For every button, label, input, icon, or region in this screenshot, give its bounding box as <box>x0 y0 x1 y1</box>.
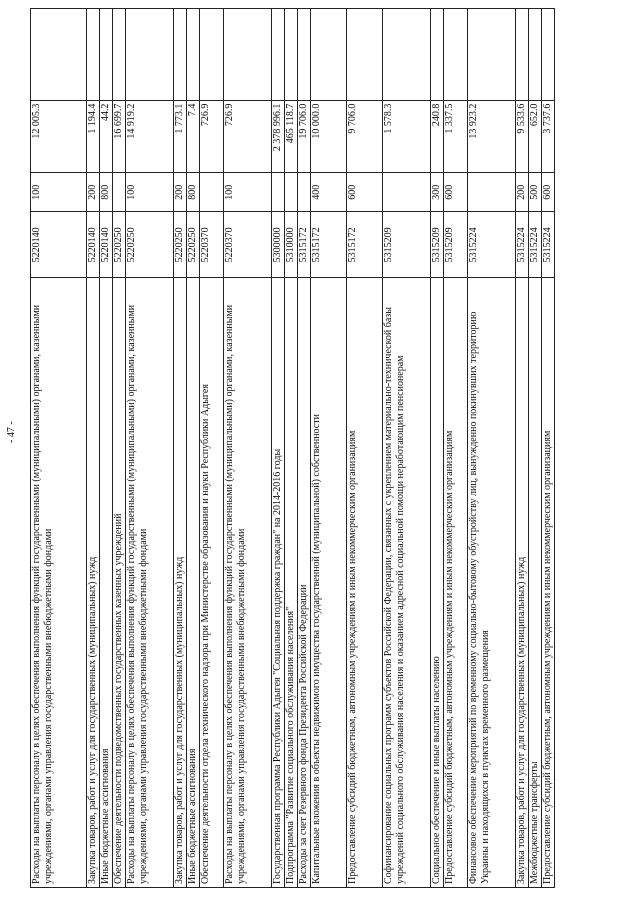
row-name-cell: Подпрограмма "Развитие социального обслуживания населения" <box>285 278 298 888</box>
table-row <box>516 9 529 888</box>
row-amount-cell: 12 005.3 <box>31 100 87 173</box>
row-name-cell: Капитальные вложения в объекты недвижимого имущества государственной (муниципальной) собственности <box>311 278 347 888</box>
row-name-cell: Предоставление субсидий бюджетным, автономным учреждениям и иным некоммерческим организациям <box>542 278 555 888</box>
row-amount-cell: 1 578.3 <box>383 100 431 173</box>
row-amount-cell: 7.4 <box>187 100 200 173</box>
table-row <box>431 9 444 888</box>
row-name-cell: Обеспечение деятельности подведомственных государственных казенных учреждений <box>113 278 126 888</box>
table-row <box>383 9 431 888</box>
row-amount-cell: 16 699.7 <box>113 100 126 173</box>
row-name-cell: Закупка товаров, работ и услуг для государственных (муниципальных) нужд <box>516 278 529 888</box>
table-row <box>542 9 555 888</box>
row-target-code-cell: 5220370 <box>224 212 272 278</box>
row-target-code-cell: 5220140 <box>31 212 87 278</box>
row-empty-cell <box>272 9 285 101</box>
row-expense-type-cell: 600 <box>542 173 555 212</box>
row-target-code-cell: 5220250 <box>113 212 126 278</box>
row-expense-type-cell: 800 <box>187 173 200 212</box>
row-name-cell: Социальное обеспечение и иные выплаты населению <box>431 278 444 888</box>
row-amount-cell: 13 923.2 <box>468 100 516 173</box>
table-row <box>311 9 347 888</box>
row-empty-cell <box>542 9 555 101</box>
table-row <box>113 9 126 888</box>
row-target-code-cell: 5315209 <box>383 212 431 278</box>
row-amount-cell: 44.2 <box>100 100 113 173</box>
table-row <box>468 9 516 888</box>
row-empty-cell <box>383 9 431 101</box>
row-target-code-cell: 5315224 <box>516 212 529 278</box>
row-amount-cell: 726.9 <box>200 100 224 173</box>
row-amount-cell: 240.8 <box>431 100 444 173</box>
row-expense-type-cell: 100 <box>126 173 174 212</box>
row-name-cell: Государственная программа Республики Адыгея "Социальная поддержка граждан" на 2014-2016 годы <box>272 278 285 888</box>
row-amount-cell: 1 194.4 <box>87 100 100 173</box>
table-row <box>272 9 285 888</box>
row-target-code-cell: 5220250 <box>187 212 200 278</box>
row-expense-type-cell <box>113 173 126 212</box>
row-expense-type-cell: 200 <box>87 173 100 212</box>
row-target-code-cell: 5315172 <box>311 212 347 278</box>
row-expense-type-cell <box>200 173 224 212</box>
row-empty-cell <box>224 9 272 101</box>
table-row <box>87 9 100 888</box>
budget-table-body <box>31 9 555 888</box>
row-expense-type-cell: 300 <box>431 173 444 212</box>
row-expense-type-cell <box>285 173 298 212</box>
row-expense-type-cell: 200 <box>174 173 187 212</box>
table-row <box>100 9 113 888</box>
row-amount-cell: 14 919.2 <box>126 100 174 173</box>
row-target-code-cell: 5315209 <box>431 212 444 278</box>
row-empty-cell <box>347 9 383 101</box>
table-row <box>444 9 468 888</box>
table-row <box>174 9 187 888</box>
row-amount-cell: 465 118.7 <box>285 100 298 173</box>
row-name-cell: Обеспечение деятельности отдела технического надзора при Министерстве образования и науки Республики Адыгея <box>200 278 224 888</box>
row-expense-type-cell: 800 <box>100 173 113 212</box>
row-name-cell: Расходы на выплаты персоналу в целях обеспечения выполнения функций государственными (муниципальными) органами, казенными учреждениями, органами управления государственными внебюджетными фондами <box>126 278 174 888</box>
row-expense-type-cell <box>272 173 285 212</box>
row-empty-cell <box>529 9 542 101</box>
row-amount-cell: 726.9 <box>224 100 272 173</box>
row-name-cell: Закупка товаров, работ и услуг для государственных (муниципальных) нужд <box>87 278 100 888</box>
row-target-code-cell: 5220140 <box>87 212 100 278</box>
row-expense-type-cell: 600 <box>444 173 468 212</box>
row-expense-type-cell: 100 <box>31 173 87 212</box>
page-number: - 47 - <box>6 421 17 443</box>
budget-table <box>30 8 555 888</box>
row-expense-type-cell: 600 <box>347 173 383 212</box>
row-name-cell: Финансовое обеспечение мероприятий по временному социально-бытовому обустройству лиц, вынужденно покинувших территорию Украины и находящихся в пунктах временного размещения <box>468 278 516 888</box>
row-name-cell: Софинансирование социальных программ субъектов Российской Федерации, связанных с укреплением материально-технической базы учреждений социального обслуживания населения и оказанием адресной социальной помощи неработающим пенсионерам <box>383 278 431 888</box>
row-expense-type-cell: 200 <box>516 173 529 212</box>
row-name-cell: Расходы за счет Резервного фонда Президента Российской Федерации <box>298 278 311 888</box>
row-name-cell: Предоставление субсидий бюджетным, автономным учреждениям и иным некоммерческим организациям <box>347 278 383 888</box>
row-target-code-cell: 5220250 <box>174 212 187 278</box>
row-name-cell: Иные бюджетные ассигнования <box>100 278 113 888</box>
row-amount-cell: 9 706.0 <box>347 100 383 173</box>
table-row <box>285 9 298 888</box>
row-expense-type-cell <box>383 173 431 212</box>
table-row <box>200 9 224 888</box>
row-empty-cell <box>113 9 126 101</box>
row-expense-type-cell: 100 <box>224 173 272 212</box>
table-row <box>187 9 200 888</box>
row-target-code-cell: 5220250 <box>126 212 174 278</box>
row-target-code-cell: 5310000 <box>285 212 298 278</box>
row-name-cell: Предоставление субсидий бюджетным, автономным учреждениям и иным некоммерческим организациям <box>444 278 468 888</box>
row-empty-cell <box>31 9 87 101</box>
row-target-code-cell: 5220140 <box>100 212 113 278</box>
table-row <box>298 9 311 888</box>
row-empty-cell <box>100 9 113 101</box>
row-empty-cell <box>187 9 200 101</box>
row-empty-cell <box>174 9 187 101</box>
row-name-cell: Межбюджетные трансферты <box>529 278 542 888</box>
row-empty-cell <box>468 9 516 101</box>
row-target-code-cell: 5315172 <box>298 212 311 278</box>
row-empty-cell <box>516 9 529 101</box>
row-empty-cell <box>444 9 468 101</box>
row-expense-type-cell: 500 <box>529 173 542 212</box>
row-expense-type-cell: 400 <box>311 173 347 212</box>
row-amount-cell: 10 000.0 <box>311 100 347 173</box>
row-empty-cell <box>431 9 444 101</box>
table-row <box>347 9 383 888</box>
table-row <box>126 9 174 888</box>
row-amount-cell: 652.0 <box>529 100 542 173</box>
row-amount-cell: 2 378 996.1 <box>272 100 285 173</box>
row-name-cell: Расходы на выплаты персоналу в целях обеспечения выполнения функций государственными (муниципальными) органами, казенными учреждениями, органами управления государственными внебюджетными фондами <box>31 278 87 888</box>
row-target-code-cell: 5315224 <box>529 212 542 278</box>
row-expense-type-cell <box>468 173 516 212</box>
row-amount-cell: 3 737.6 <box>542 100 555 173</box>
row-name-cell: Расходы на выплаты персоналу в целях обеспечения выполнения функций государственными (муниципальными) органами, казенными учреждениями, органами управления государственными внебюджетными фондами <box>224 278 272 888</box>
row-amount-cell: 1 337.5 <box>444 100 468 173</box>
row-target-code-cell: 5315209 <box>444 212 468 278</box>
rotated-table-container <box>30 8 600 888</box>
row-empty-cell <box>298 9 311 101</box>
row-empty-cell <box>311 9 347 101</box>
row-empty-cell <box>87 9 100 101</box>
row-name-cell: Закупка товаров, работ и услуг для государственных (муниципальных) нужд <box>174 278 187 888</box>
row-expense-type-cell <box>298 173 311 212</box>
row-target-code-cell: 5220370 <box>200 212 224 278</box>
row-name-cell: Иные бюджетные ассигнования <box>187 278 200 888</box>
table-row <box>529 9 542 888</box>
row-amount-cell: 1 773.1 <box>174 100 187 173</box>
row-target-code-cell: 5315172 <box>347 212 383 278</box>
table-row <box>31 9 87 888</box>
row-empty-cell <box>200 9 224 101</box>
row-amount-cell: 19 706.0 <box>298 100 311 173</box>
table-row <box>224 9 272 888</box>
row-empty-cell <box>126 9 174 101</box>
row-target-code-cell: 5315224 <box>468 212 516 278</box>
row-empty-cell <box>285 9 298 101</box>
row-target-code-cell: 5315224 <box>542 212 555 278</box>
row-amount-cell: 9 533.6 <box>516 100 529 173</box>
row-target-code-cell: 5300000 <box>272 212 285 278</box>
